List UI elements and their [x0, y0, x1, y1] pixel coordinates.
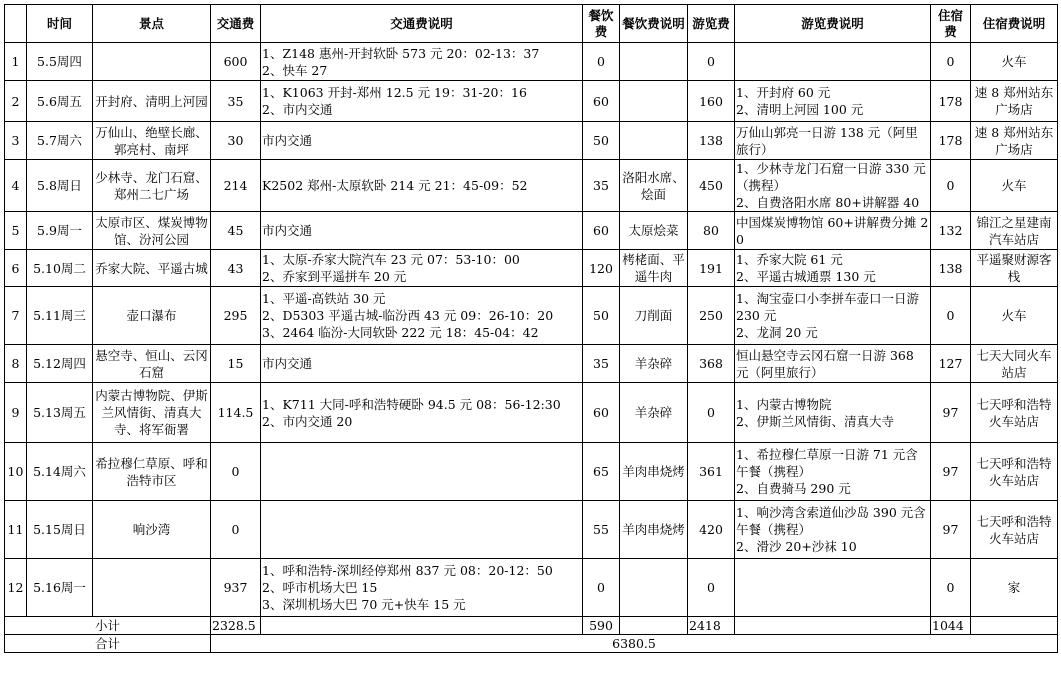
lodging-note: 家	[971, 559, 1058, 617]
tour-cost: 191	[688, 250, 735, 287]
transport-cost: 600	[211, 43, 261, 81]
header-row	[5, 5, 1058, 43]
food-note: 太原烩菜	[620, 212, 688, 250]
transport-note: 市内交通	[261, 345, 583, 383]
table-row	[5, 383, 1058, 443]
food-note	[620, 43, 688, 81]
lodging-note: 速 8 郑州站东广场店	[971, 122, 1058, 160]
lodging-note: 七天呼和浩特火车站店	[971, 443, 1058, 501]
tour-note: 中国煤炭博物馆 60+讲解费分摊 20	[735, 212, 931, 250]
date-cell: 5.10周二	[27, 250, 93, 287]
food-cost: 50	[583, 287, 620, 345]
header-transport: 交通费	[211, 5, 261, 43]
tour-note: 1、响沙湾含索道仙沙岛 390 元含午餐（携程） 2、滑沙 20+沙袜 10	[735, 501, 931, 559]
row-number: 9	[5, 383, 27, 443]
tour-note	[735, 43, 931, 81]
spots-cell	[93, 559, 211, 617]
table-row	[5, 160, 1058, 212]
transport-cost: 214	[211, 160, 261, 212]
transport-note: 1、太原-乔家大院汽车 23 元 07：53-10：00 2、乔家到平遥拼车 20 元	[261, 250, 583, 287]
subtotal-label: 小计	[5, 617, 211, 635]
lodging-note: 火车	[971, 43, 1058, 81]
transport-cost: 114.5	[211, 383, 261, 443]
transport-note: 1、平遥-高铁站 30 元 2、D5303 平遥古城-临汾西 43 元 09：26-10：20 3、2464 临汾-大同软卧 222 元 18：45-04：42	[261, 287, 583, 345]
food-note	[620, 81, 688, 122]
transport-note: 1、Z148 惠州-开封软卧 573 元 20：02-13：37 2、快车 27	[261, 43, 583, 81]
spots-cell: 希拉穆仁草原、呼和浩特市区	[93, 443, 211, 501]
total-row	[5, 635, 1058, 653]
tour-cost: 80	[688, 212, 735, 250]
transport-cost: 45	[211, 212, 261, 250]
table-row	[5, 443, 1058, 501]
date-cell: 5.16周一	[27, 559, 93, 617]
lodging-cost: 178	[931, 81, 971, 122]
subtotal-blank	[735, 617, 931, 635]
total-label: 合计	[5, 635, 211, 653]
transport-cost: 15	[211, 345, 261, 383]
spots-cell	[93, 43, 211, 81]
header-transport-note: 交通费说明	[261, 5, 583, 43]
lodging-cost: 178	[931, 122, 971, 160]
transport-note: 1、K711 大同-呼和浩特硬卧 94.5 元 08：56-12:30 2、市内交通 20	[261, 383, 583, 443]
subtotal-food: 590	[583, 617, 620, 635]
row-number: 12	[5, 559, 27, 617]
food-cost: 35	[583, 160, 620, 212]
transport-cost: 295	[211, 287, 261, 345]
row-number: 11	[5, 501, 27, 559]
date-cell: 5.8周日	[27, 160, 93, 212]
lodging-note: 速 8 郑州站东广场店	[971, 81, 1058, 122]
header-lodging-note: 住宿费说明	[971, 5, 1058, 43]
row-number: 10	[5, 443, 27, 501]
spots-cell: 内蒙古博物院、伊斯兰风情街、清真大寺、将军衙署	[93, 383, 211, 443]
lodging-cost: 0	[931, 287, 971, 345]
spots-cell: 开封府、清明上河园	[93, 81, 211, 122]
row-number: 5	[5, 212, 27, 250]
subtotal-blank	[971, 617, 1058, 635]
date-cell: 5.13周五	[27, 383, 93, 443]
tour-note	[735, 559, 931, 617]
table-row	[5, 345, 1058, 383]
row-number: 4	[5, 160, 27, 212]
lodging-note: 七天大同火车站店	[971, 345, 1058, 383]
row-number: 2	[5, 81, 27, 122]
header-date: 时间	[27, 5, 93, 43]
spots-cell: 少林寺、龙门石窟、郑州二七广场	[93, 160, 211, 212]
transport-cost: 43	[211, 250, 261, 287]
transport-note: 1、K1063 开封-郑州 12.5 元 19：31-20：16 2、市内交通	[261, 81, 583, 122]
transport-cost: 35	[211, 81, 261, 122]
table-row	[5, 250, 1058, 287]
lodging-cost: 138	[931, 250, 971, 287]
transport-cost: 30	[211, 122, 261, 160]
table-row	[5, 287, 1058, 345]
food-cost: 0	[583, 559, 620, 617]
header-no	[5, 5, 27, 43]
table-row	[5, 122, 1058, 160]
tour-cost: 420	[688, 501, 735, 559]
tour-cost: 0	[688, 383, 735, 443]
lodging-cost: 97	[931, 443, 971, 501]
tour-cost: 0	[688, 559, 735, 617]
table-row	[5, 559, 1058, 617]
subtotal-transport: 2328.5	[211, 617, 261, 635]
spots-cell: 乔家大院、平遥古城	[93, 250, 211, 287]
food-cost: 65	[583, 443, 620, 501]
date-cell: 5.9周一	[27, 212, 93, 250]
header-tour-note: 游览费说明	[735, 5, 931, 43]
lodging-note: 火车	[971, 160, 1058, 212]
tour-note: 万仙山郭亮一日游 138 元（阿里旅行）	[735, 122, 931, 160]
tour-note: 1、少林寺龙门石窟一日游 330 元（携程） 2、自费洛阳水席 80+讲解器 40	[735, 160, 931, 212]
total-value: 6380.5	[211, 635, 1058, 653]
spots-cell: 响沙湾	[93, 501, 211, 559]
lodging-cost: 132	[931, 212, 971, 250]
food-cost: 60	[583, 81, 620, 122]
food-cost: 60	[583, 212, 620, 250]
spots-cell: 万仙山、绝壁长廊、郭亮村、南坪	[93, 122, 211, 160]
lodging-note: 锦江之星建南汽车站店	[971, 212, 1058, 250]
row-number: 7	[5, 287, 27, 345]
table-row	[5, 81, 1058, 122]
date-cell: 5.15周日	[27, 501, 93, 559]
header-food: 餐饮费	[583, 5, 620, 43]
food-note	[620, 122, 688, 160]
food-cost: 50	[583, 122, 620, 160]
food-note	[620, 559, 688, 617]
date-cell: 5.12周四	[27, 345, 93, 383]
date-cell: 5.7周六	[27, 122, 93, 160]
subtotal-blank	[261, 617, 583, 635]
header-lodging: 住宿费	[931, 5, 971, 43]
tour-cost: 0	[688, 43, 735, 81]
subtotal-blank	[620, 617, 688, 635]
spots-cell: 太原市区、煤炭博物馆、汾河公园	[93, 212, 211, 250]
transport-cost: 0	[211, 443, 261, 501]
subtotal-lodging: 1044	[931, 617, 971, 635]
lodging-cost: 97	[931, 501, 971, 559]
lodging-cost: 127	[931, 345, 971, 383]
date-cell: 5.6周五	[27, 81, 93, 122]
transport-note	[261, 443, 583, 501]
subtotal-tour: 2418	[688, 617, 735, 635]
tour-cost: 160	[688, 81, 735, 122]
header-tour: 游览费	[688, 5, 735, 43]
tour-note: 1、淘宝壶口小李拼车壶口一日游 230 元 2、龙洞 20 元	[735, 287, 931, 345]
lodging-note: 火车	[971, 287, 1058, 345]
date-cell: 5.5周四	[27, 43, 93, 81]
tour-cost: 138	[688, 122, 735, 160]
row-number: 8	[5, 345, 27, 383]
transport-cost: 0	[211, 501, 261, 559]
row-number: 1	[5, 43, 27, 81]
date-cell: 5.14周六	[27, 443, 93, 501]
header-food-note: 餐饮费说明	[620, 5, 688, 43]
tour-cost: 368	[688, 345, 735, 383]
food-cost: 55	[583, 501, 620, 559]
transport-note	[261, 501, 583, 559]
spots-cell: 壶口瀑布	[93, 287, 211, 345]
food-cost: 120	[583, 250, 620, 287]
food-note: 洛阳水席、烩面	[620, 160, 688, 212]
food-note: 羊肉串烧烤	[620, 501, 688, 559]
tour-note: 1、希拉穆仁草原一日游 71 元含午餐（携程） 2、自费骑马 290 元	[735, 443, 931, 501]
food-cost: 60	[583, 383, 620, 443]
transport-note: 市内交通	[261, 212, 583, 250]
lodging-note: 七天呼和浩特火车站店	[971, 383, 1058, 443]
date-cell: 5.11周三	[27, 287, 93, 345]
food-cost: 35	[583, 345, 620, 383]
lodging-cost: 0	[931, 160, 971, 212]
expense-table	[4, 4, 1058, 653]
tour-note: 1、开封府 60 元 2、清明上河园 100 元	[735, 81, 931, 122]
row-number: 6	[5, 250, 27, 287]
tour-note: 恒山悬空寺云冈石窟一日游 368 元（阿里旅行）	[735, 345, 931, 383]
lodging-cost: 97	[931, 383, 971, 443]
transport-note: K2502 郑州-太原软卧 214 元 21：45-09：52	[261, 160, 583, 212]
lodging-note: 平遥聚财源客栈	[971, 250, 1058, 287]
header-spots: 景点	[93, 5, 211, 43]
tour-note: 1、内蒙古博物院 2、伊斯兰风情街、清真大寺	[735, 383, 931, 443]
food-note: 栲栳面、平遥牛肉	[620, 250, 688, 287]
transport-note: 1、呼和浩特-深圳经停郑州 837 元 08：20-12：50 2、呼市机场大巴 15 3、深圳机场大巴 70 元+快车 15 元	[261, 559, 583, 617]
lodging-cost: 0	[931, 43, 971, 81]
lodging-cost: 0	[931, 559, 971, 617]
food-cost: 0	[583, 43, 620, 81]
food-note: 羊杂碎	[620, 345, 688, 383]
table-row	[5, 212, 1058, 250]
transport-note: 市内交通	[261, 122, 583, 160]
tour-cost: 250	[688, 287, 735, 345]
subtotal-row	[5, 617, 1058, 635]
table-row	[5, 501, 1058, 559]
food-note: 羊肉串烧烤	[620, 443, 688, 501]
row-number: 3	[5, 122, 27, 160]
food-note: 刀削面	[620, 287, 688, 345]
tour-cost: 450	[688, 160, 735, 212]
lodging-note: 七天呼和浩特火车站店	[971, 501, 1058, 559]
spots-cell: 悬空寺、恒山、云冈石窟	[93, 345, 211, 383]
food-note: 羊杂碎	[620, 383, 688, 443]
transport-cost: 937	[211, 559, 261, 617]
tour-cost: 361	[688, 443, 735, 501]
tour-note: 1、乔家大院 61 元 2、平遥古城通票 130 元	[735, 250, 931, 287]
table-row	[5, 43, 1058, 81]
